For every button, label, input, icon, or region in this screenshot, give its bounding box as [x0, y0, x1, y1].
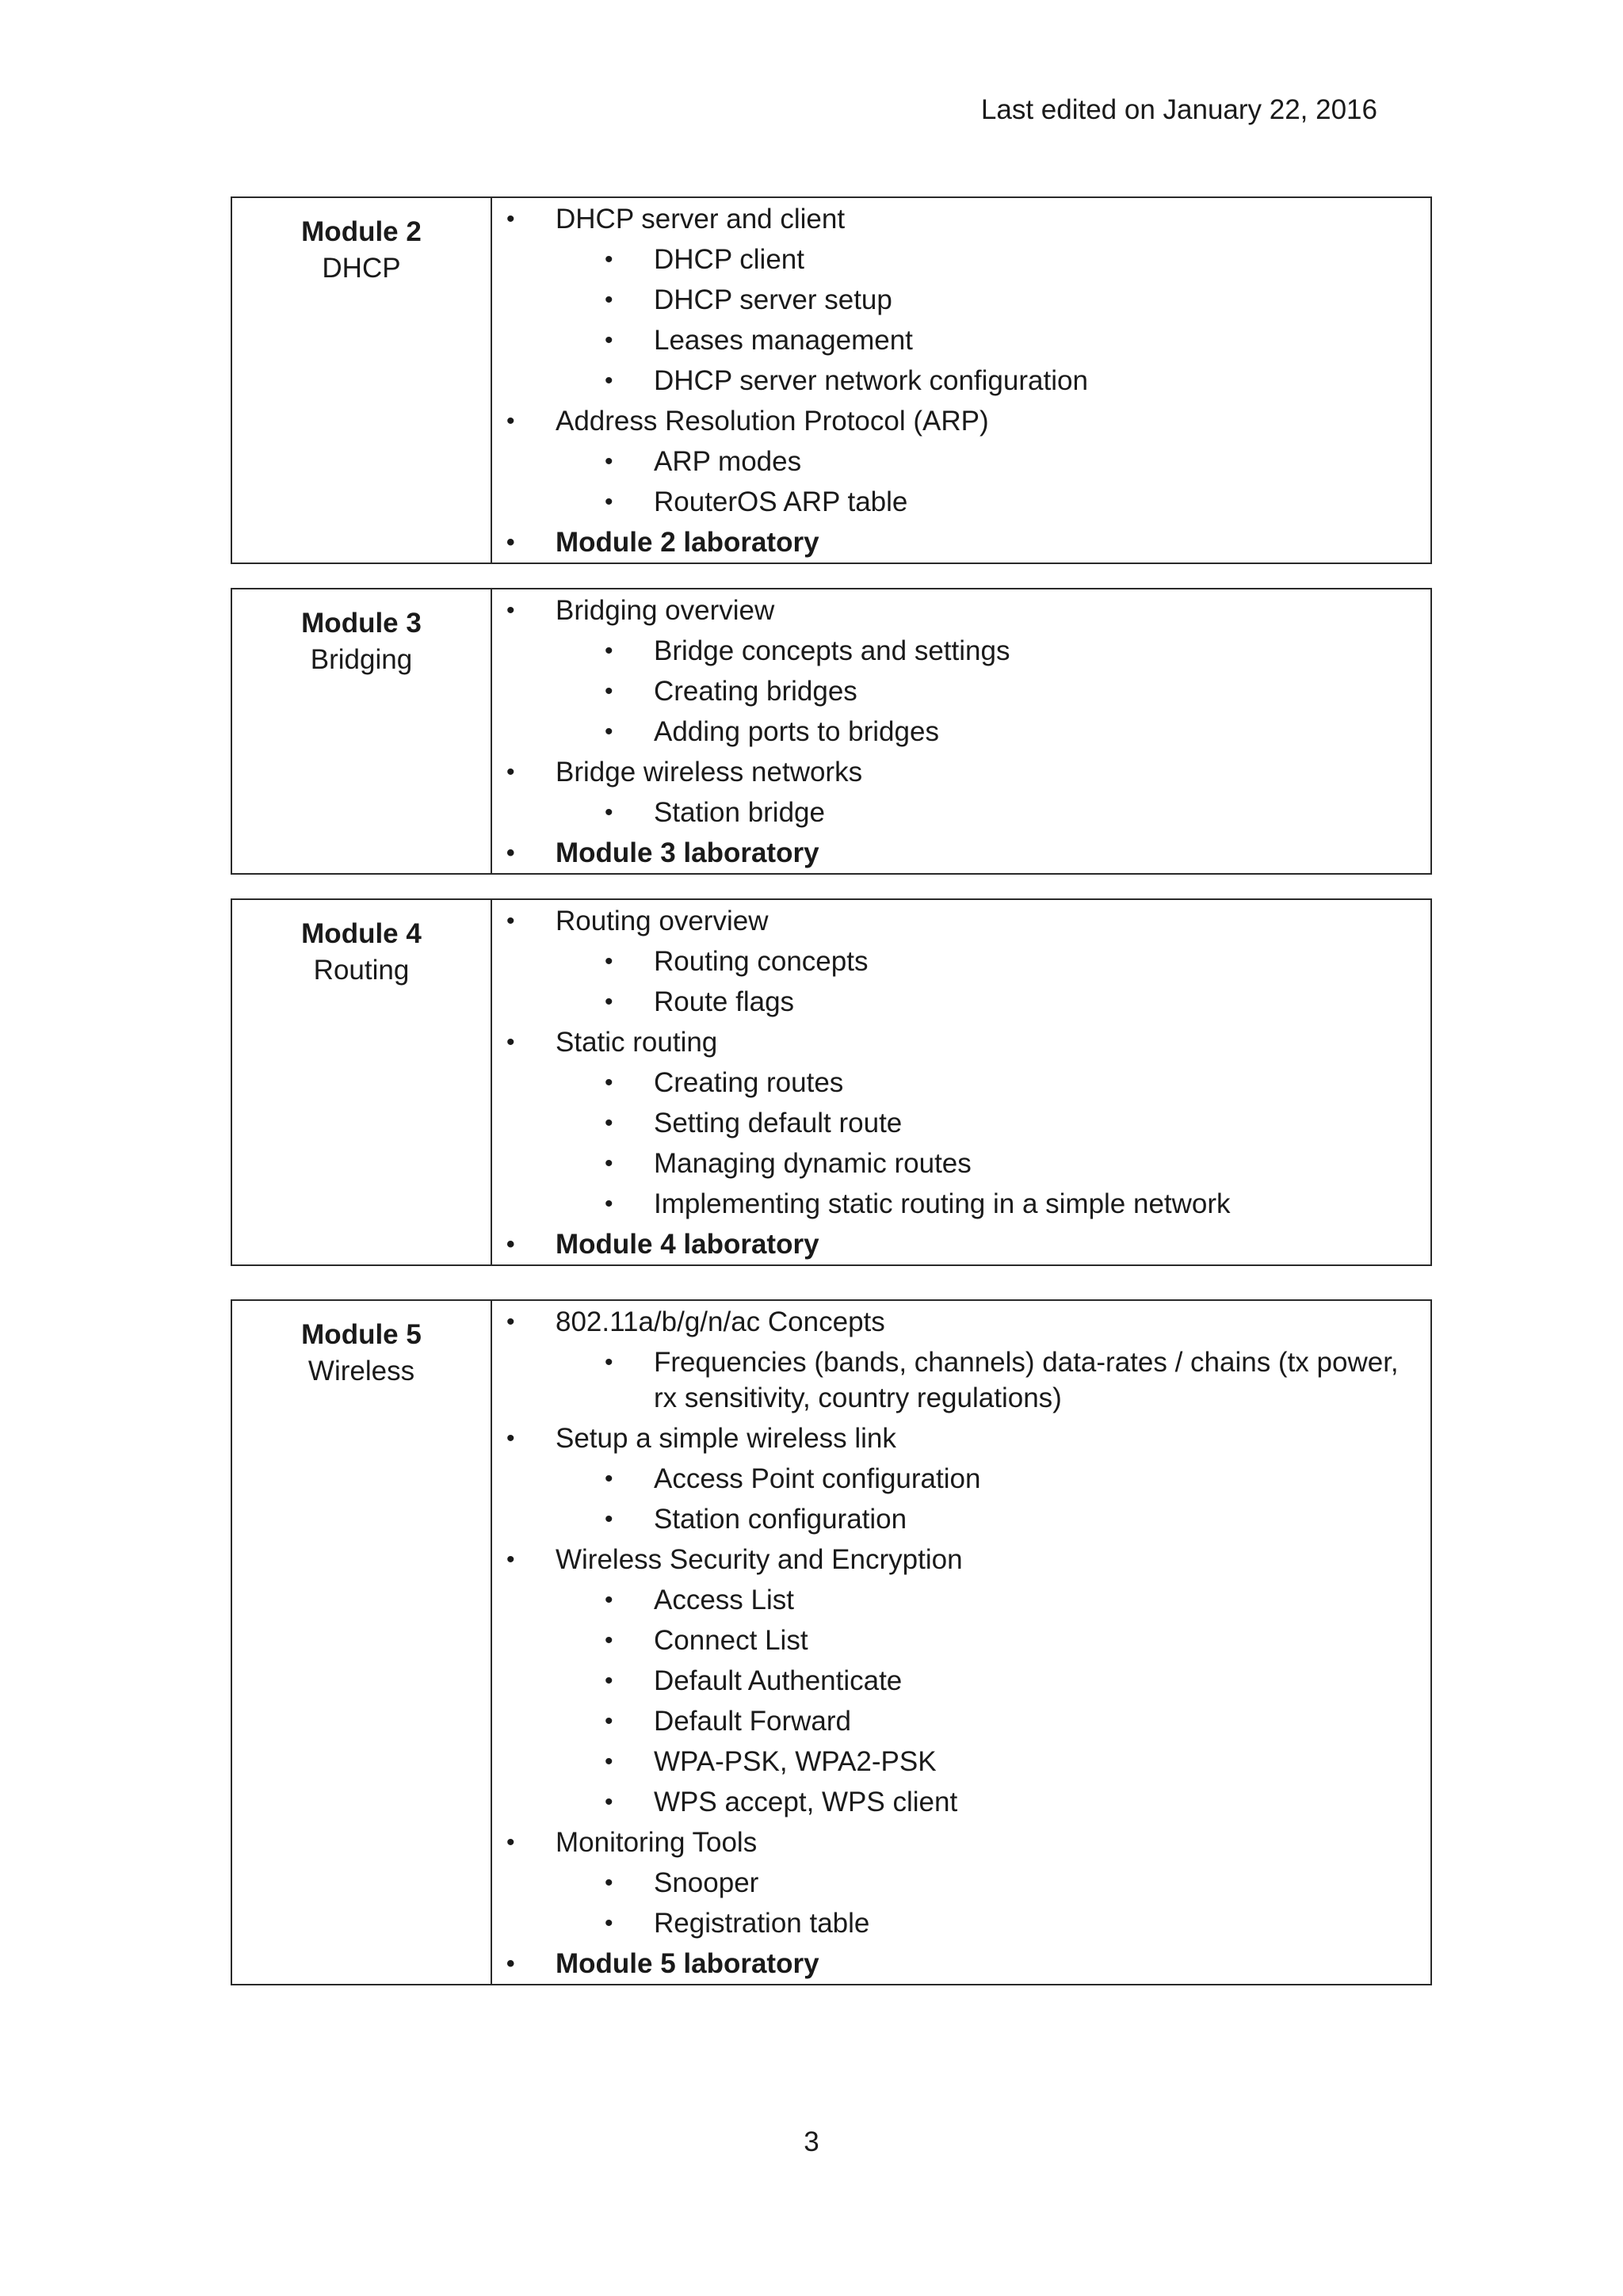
bullet-icon: •: [506, 1829, 515, 1855]
topic-text: Implementing static routing in a simple network: [654, 1188, 1231, 1219]
topic-text: Default Authenticate: [654, 1665, 903, 1696]
topic-text: Address Resolution Protocol (ARP): [556, 406, 989, 437]
bullet-icon: •: [605, 1191, 613, 1217]
bullet-icon: •: [506, 1029, 515, 1055]
topic-text: Frequencies (bands, channels) data-rates / chains (tx power, rx sensitivity, country regulations): [654, 1347, 1399, 1413]
module-topics-cell: [492, 589, 1430, 873]
topic-text: Registration table: [654, 1908, 870, 1939]
topic-text: Module 5 laboratory: [556, 1948, 819, 1979]
module-number: Module 2: [301, 216, 422, 247]
topic-item: [492, 1418, 1430, 1459]
bullet-icon: •: [605, 1708, 613, 1734]
bullet-icon: •: [605, 1349, 613, 1375]
topic-text: WPA-PSK, WPA2-PSK: [654, 1746, 937, 1777]
subtopic-item: [492, 280, 1430, 320]
subtopic-item: [492, 1143, 1430, 1184]
bullet-icon: •: [506, 597, 515, 624]
bullet-icon: •: [506, 1309, 515, 1335]
bullet-icon: •: [506, 408, 515, 434]
topic-text: Monitoring Tools: [556, 1827, 758, 1858]
subtopic-item: [492, 1103, 1430, 1143]
topic-text: DHCP server and client: [556, 204, 846, 235]
subtopic-item: [492, 1903, 1430, 1943]
module-name: Bridging: [310, 644, 413, 675]
bullet-icon: •: [506, 840, 515, 866]
topic-text: Station configuration: [654, 1504, 907, 1535]
subtopic-item: [492, 1459, 1430, 1499]
topic-text: Access List: [654, 1585, 794, 1615]
module-label-cell: [232, 589, 492, 873]
bullet-icon: •: [506, 1425, 515, 1451]
bullet-icon: •: [605, 638, 613, 664]
topic-text: RouterOS ARP table: [654, 486, 908, 517]
subtopic-item: [492, 320, 1430, 360]
bullet-icon: •: [506, 908, 515, 934]
topic-text: DHCP client: [654, 244, 804, 275]
laboratory-item: [492, 522, 1430, 563]
topic-item: [492, 901, 1430, 941]
topic-text: Routing overview: [556, 906, 769, 936]
bullet-icon: •: [506, 1547, 515, 1573]
bullet-icon: •: [605, 1466, 613, 1492]
module-name: Wireless: [307, 1356, 415, 1386]
bullet-icon: •: [605, 1910, 613, 1936]
bullet-icon: •: [605, 1627, 613, 1653]
topic-text: DHCP server network configuration: [654, 365, 1088, 396]
module-name: Routing: [313, 955, 410, 986]
topic-text: Module 4 laboratory: [556, 1229, 819, 1260]
topic-text: Leases management: [654, 325, 913, 356]
topic-text: DHCP server setup: [654, 284, 892, 315]
subtopic-item: [492, 1062, 1430, 1103]
topic-text: Managing dynamic routes: [654, 1148, 972, 1179]
subtopic-item: [492, 1342, 1430, 1418]
topic-item: [492, 1022, 1430, 1062]
bullet-icon: •: [605, 1789, 613, 1815]
bullet-icon: •: [605, 368, 613, 394]
subtopic-item: [492, 239, 1430, 280]
laboratory-item: [492, 833, 1430, 873]
module-label-cell: [232, 1301, 492, 1984]
module-topics-cell: [492, 1301, 1430, 1984]
module-topics-cell: [492, 198, 1430, 563]
topic-text: Routing concepts: [654, 946, 869, 977]
topic-text: Bridging overview: [556, 595, 775, 626]
bullet-icon: •: [605, 327, 613, 353]
topic-text: WPS accept, WPS client: [654, 1787, 958, 1817]
topic-item: [492, 1539, 1430, 1580]
bullet-icon: •: [506, 529, 515, 555]
subtopic-item: [492, 1184, 1430, 1224]
topic-text: Creating bridges: [654, 676, 857, 707]
bullet-icon: •: [605, 1150, 613, 1177]
topic-item: [492, 401, 1430, 441]
subtopic-item: [492, 1863, 1430, 1903]
module-name: DHCP: [322, 253, 401, 284]
subtopic-item: [492, 360, 1430, 401]
topic-text: Static routing: [556, 1027, 718, 1058]
subtopic-item: [492, 941, 1430, 982]
subtopic-item: [492, 671, 1430, 711]
subtopic-item: [492, 1701, 1430, 1741]
bullet-icon: •: [506, 1951, 515, 1977]
bullet-icon: •: [605, 1870, 613, 1896]
bullet-icon: •: [605, 448, 613, 475]
bullet-icon: •: [506, 1231, 515, 1257]
bullet-icon: •: [605, 719, 613, 745]
bullet-icon: •: [605, 799, 613, 826]
bullet-icon: •: [506, 206, 515, 232]
subtopic-item: [492, 982, 1430, 1022]
topic-text: Access Point configuration: [654, 1463, 981, 1494]
topic-text: Adding ports to bridges: [654, 716, 939, 747]
topic-item: [492, 1822, 1430, 1863]
topic-text: Route flags: [654, 986, 795, 1017]
laboratory-item: [492, 1943, 1430, 1984]
topic-text: Bridge concepts and settings: [654, 635, 1010, 666]
bullet-icon: •: [605, 989, 613, 1015]
module-table: [231, 588, 1432, 875]
bullet-icon: •: [605, 1587, 613, 1613]
topic-text: 802.11a/b/g/n/ac Concepts: [556, 1306, 885, 1337]
subtopic-item: [492, 631, 1430, 671]
topic-text: Module 3 laboratory: [556, 837, 819, 868]
bullet-icon: •: [605, 287, 613, 313]
module-table: [231, 898, 1432, 1266]
subtopic-item: [492, 1499, 1430, 1539]
module-label-cell: [232, 900, 492, 1264]
bullet-icon: •: [506, 759, 515, 785]
module-topics-cell: [492, 900, 1430, 1264]
module-table: [231, 196, 1432, 564]
last-edited-date: Last edited on January 22, 2016: [980, 94, 1377, 125]
topic-text: Setup a simple wireless link: [556, 1423, 896, 1454]
module-number: Module 4: [301, 918, 422, 949]
subtopic-item: [492, 1580, 1430, 1620]
subtopic-item: [492, 711, 1430, 752]
topic-text: Creating routes: [654, 1067, 844, 1098]
topic-text: Setting default route: [654, 1108, 903, 1138]
subtopic-item: [492, 1620, 1430, 1661]
subtopic-item: [492, 441, 1430, 482]
module-number: Module 3: [301, 608, 422, 639]
topic-text: Snooper: [654, 1867, 759, 1898]
page-number: 3: [804, 2126, 819, 2157]
module-number: Module 5: [301, 1319, 422, 1350]
topic-item: [492, 590, 1430, 631]
topic-item: [492, 199, 1430, 239]
topic-text: Wireless Security and Encryption: [556, 1544, 963, 1575]
bullet-icon: •: [605, 246, 613, 273]
subtopic-item: [492, 1782, 1430, 1822]
bullet-icon: •: [605, 678, 613, 704]
subtopic-item: [492, 1661, 1430, 1701]
laboratory-item: [492, 1224, 1430, 1264]
topic-text: Bridge wireless networks: [556, 757, 863, 788]
topic-item: [492, 1302, 1430, 1342]
subtopic-item: [492, 792, 1430, 833]
bullet-icon: •: [605, 1110, 613, 1136]
module-table: [231, 1299, 1432, 1985]
topic-text: ARP modes: [654, 446, 802, 477]
bullet-icon: •: [605, 948, 613, 974]
subtopic-item: [492, 1741, 1430, 1782]
topic-item: [492, 752, 1430, 792]
topic-text: Default Forward: [654, 1706, 851, 1737]
topic-text: Module 2 laboratory: [556, 527, 819, 558]
bullet-icon: •: [605, 1668, 613, 1694]
topic-text: Station bridge: [654, 797, 825, 828]
bullet-icon: •: [605, 1506, 613, 1532]
bullet-icon: •: [605, 1070, 613, 1096]
module-label-cell: [232, 198, 492, 563]
topic-text: Connect List: [654, 1625, 808, 1656]
subtopic-item: [492, 482, 1430, 522]
bullet-icon: •: [605, 1749, 613, 1775]
bullet-icon: •: [605, 489, 613, 515]
